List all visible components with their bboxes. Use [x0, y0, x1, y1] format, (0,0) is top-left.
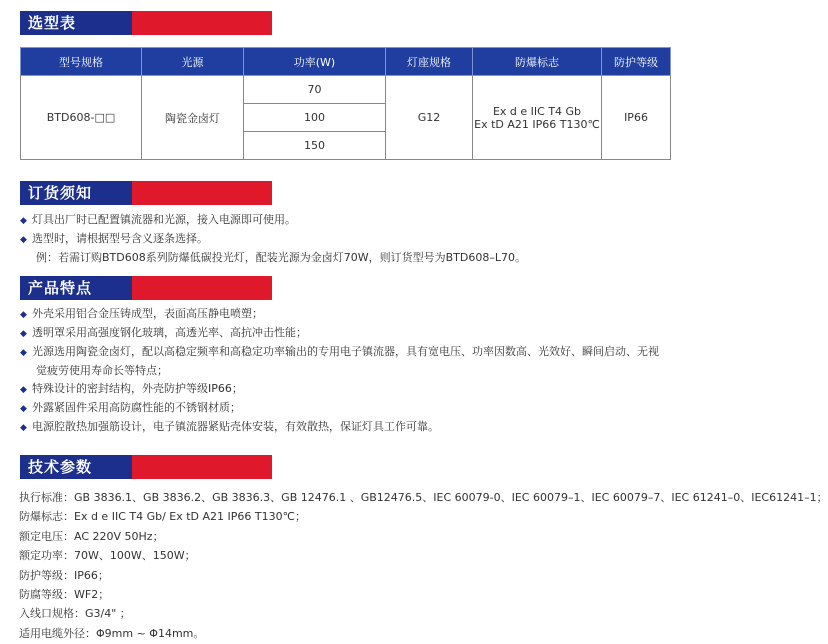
cell-model: BTD608-□□: [21, 76, 142, 160]
header-ex-mark: 防爆标志: [473, 48, 602, 76]
ordering-example: 例：若需订购BTD608系列防爆低碳投光灯，配装光源为金卤灯70W，则订货型号为BTD608–L70。: [36, 251, 526, 264]
ex-mark-line: Ex d e IIC T4 Gb: [492, 104, 582, 118]
spec-row: [19, 527, 828, 546]
specs-list: [19, 488, 828, 643]
cell-light-source: 陶瓷金卤灯: [142, 76, 244, 160]
section-title: 选型表: [28, 14, 77, 32]
cell-protection: IP66: [602, 76, 671, 160]
diamond-bullet-icon: ◆: [20, 404, 27, 414]
spec-row: [19, 604, 828, 623]
cell-lamp-base: G12: [386, 76, 473, 160]
section-banner-specs: [20, 455, 270, 479]
spec-value: 70W、100W、150W；: [74, 549, 196, 563]
ex-mark-line: Ex tD A21 IP66 T130℃: [474, 117, 600, 131]
banner-red-block: [132, 11, 272, 35]
list-item: ◆ 外露紧固件采用高防腐性能的不锈钢材质；: [20, 399, 659, 418]
table-row: [21, 76, 671, 104]
list-item: ◆ 选型时，请根据型号含义逐条选择。: [20, 230, 526, 249]
selection-table: [20, 47, 671, 160]
diamond-bullet-icon: ◆: [20, 423, 27, 433]
list-item: ◆ 外壳采用铝合金压铸成型，表面高压静电喷塑；: [20, 305, 659, 324]
list-item: ◆ 电源腔散热加强筋设计，电子镇流器紧贴壳体安装，有效散热，保证灯具工作可靠。: [20, 418, 659, 437]
section-title: 订货须知: [28, 184, 93, 202]
section-banner-ordering: [20, 181, 270, 205]
spec-value: Ex d e IIC T4 Gb/ Ex tD A21 IP66 T130℃；: [74, 510, 306, 524]
spec-row: [19, 585, 828, 604]
section-banner-selection: [20, 11, 270, 35]
spec-label: 防爆标志：: [19, 510, 74, 524]
section-banner-features: [20, 276, 270, 300]
list-item: ◆ 灯具出厂时已配置镇流器和光源，接入电源即可使用。: [20, 211, 526, 230]
spec-label: 适用电缆外径：: [19, 626, 96, 640]
spec-row: [19, 507, 828, 526]
features-list: [20, 305, 659, 437]
spec-row: [19, 488, 828, 507]
spec-row: [19, 546, 828, 565]
section-title: 技术参数: [28, 458, 93, 476]
list-item: ◆ 特殊设计的密封结构，外壳防护等级IP66；: [20, 380, 659, 399]
list-item: ◆ 光源选用陶瓷金卤灯，配以高稳定频率和高稳定功率输出的专用电子镇流器，具有宽电压、功率因数高、光效好、瞬间启动、无视: [20, 343, 659, 362]
spec-row: [19, 566, 828, 585]
banner-red-block: [132, 181, 272, 205]
spec-label: 额定电压：: [19, 529, 74, 543]
header-power: 功率(W): [244, 48, 386, 76]
header-light-source: 光源: [142, 48, 244, 76]
diamond-bullet-icon: ◆: [20, 329, 27, 339]
spec-value: G3/4" ；: [85, 607, 131, 621]
spec-label: 入线口规格：: [19, 607, 85, 621]
cell-power: 150: [244, 132, 386, 160]
diamond-bullet-icon: ◆: [20, 348, 27, 358]
spec-value: IP66；: [74, 568, 109, 582]
spec-value: Φ9mm ~ Φ14mm。: [96, 626, 205, 640]
ordering-list: [20, 211, 526, 267]
diamond-bullet-icon: ◆: [20, 385, 27, 395]
banner-red-block: [132, 455, 272, 479]
header-model: 型号规格: [21, 48, 142, 76]
spec-label: 防护等级：: [19, 568, 74, 582]
diamond-bullet-icon: ◆: [20, 216, 27, 226]
diamond-bullet-icon: ◆: [20, 235, 27, 245]
header-protection: 防护等级: [602, 48, 671, 76]
spec-value: GB 3836.1、GB 3836.2、GB 3836.3、GB 12476.1 、GB12476.5、IEC 60079-0、IEC 60079–1、IEC 60079–7、IEC 61241–0、IEC61241–1；: [74, 491, 828, 504]
section-title: 产品特点: [28, 279, 93, 297]
list-item: ◆ 透明罩采用高强度钢化玻璃，高透光率、高抗冲击性能；: [20, 324, 659, 343]
spec-label: 额定功率：: [19, 549, 74, 563]
header-lamp-base: 灯座规格: [386, 48, 473, 76]
table-header-row: [21, 48, 671, 76]
cell-power: 70: [244, 76, 386, 104]
spec-value: AC 220V 50Hz；: [74, 529, 164, 543]
spec-label: 防腐等级：: [19, 588, 74, 602]
cell-ex-mark: [473, 76, 602, 160]
spec-value: WF2；: [74, 588, 110, 602]
cell-power: 100: [244, 104, 386, 132]
banner-red-block: [132, 276, 272, 300]
spec-label: 执行标准：: [19, 491, 74, 504]
diamond-bullet-icon: ◆: [20, 310, 27, 320]
spec-row: [19, 624, 828, 643]
list-item-continuation: 觉疲劳使用寿命长等特点；: [36, 364, 168, 377]
